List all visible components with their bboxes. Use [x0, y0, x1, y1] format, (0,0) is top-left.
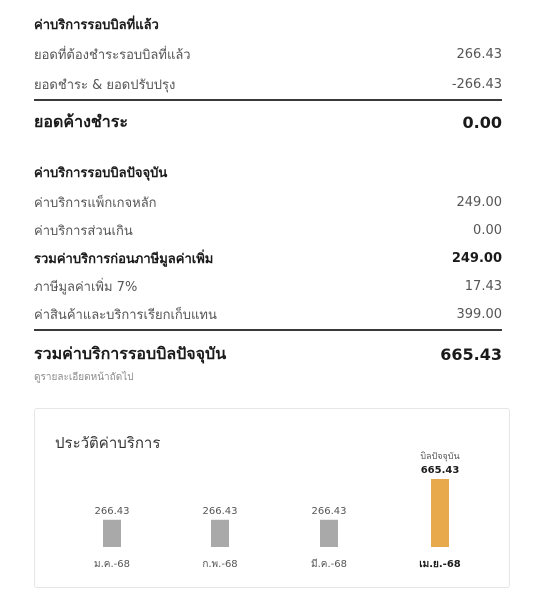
divider: [34, 329, 502, 331]
history-month-label: ม.ค.-68: [94, 559, 130, 570]
current-bill-row: [34, 192, 502, 213]
current-bill-row: [34, 248, 502, 269]
current-bill-caption: บิลปัจจุบัน: [420, 452, 460, 462]
row-label: ค่าบริการแพ็กเกจหลัก: [34, 196, 157, 211]
row-value: 249.00: [451, 251, 502, 266]
history-bar-value: 665.43: [420, 465, 460, 476]
current-total-row: [34, 342, 502, 367]
row-value: 17.43: [464, 279, 502, 294]
current-bill-title: ค่าบริการรอบบิลปัจจุบัน: [34, 166, 168, 181]
prev-bill-row: [34, 44, 502, 65]
row-value: 0.00: [473, 223, 502, 238]
history-bar-value: 266.43: [94, 505, 130, 517]
history-bar: [211, 520, 229, 547]
billing-history-card: [34, 408, 510, 588]
history-month-label: ก.พ.-68: [202, 559, 238, 570]
divider: [34, 99, 502, 101]
row-label: ค่าสินค้าและบริการเรียกเก็บแทน: [34, 308, 217, 323]
prev-bill-row: [34, 74, 502, 95]
row-value: 266.43: [456, 47, 502, 62]
row-label: ยอดชำระ & ยอดปรับปรุง: [34, 78, 176, 93]
current-total-value: 665.43: [440, 345, 502, 364]
history-bar: [320, 520, 338, 547]
current-bill-row: [34, 220, 502, 241]
outstanding-row: [34, 110, 502, 135]
history-month-label: เม.ย.-68: [419, 559, 461, 570]
prev-bill-title: ค่าบริการรอบบิลที่แล้ว: [34, 18, 159, 33]
outstanding-label: ยอดค้างชำระ: [34, 112, 128, 131]
row-label: ค่าบริการส่วนเกิน: [34, 224, 133, 239]
history-bar-value: 266.43: [202, 505, 238, 517]
row-value: 399.00: [456, 307, 502, 322]
current-bill-row: [34, 304, 502, 325]
history-bar: [103, 520, 121, 547]
row-label: รวมค่าบริการก่อนภาษีมูลค่าเพิ่ม: [34, 252, 214, 267]
row-value: 249.00: [456, 195, 502, 210]
history-month-label: มี.ค.-68: [311, 559, 347, 570]
billing-history-chart: [35, 409, 509, 587]
current-bill-row: [34, 276, 502, 297]
row-label: ภาษีมูลค่าเพิ่ม 7%: [34, 280, 138, 295]
outstanding-value: 0.00: [462, 113, 502, 132]
details-link[interactable]: ดูรายละเอียดหน้าถัดไป: [34, 372, 134, 383]
history-bar: [431, 479, 449, 547]
billing-history-title: ประวัติค่าบริการ: [55, 434, 161, 452]
row-value: -266.43: [451, 77, 502, 92]
row-label: ยอดที่ต้องชำระรอบบิลที่แล้ว: [34, 48, 191, 63]
current-total-label: รวมค่าบริการรอบบิลปัจจุบัน: [34, 344, 227, 363]
history-bar-value: 266.43: [311, 505, 347, 517]
